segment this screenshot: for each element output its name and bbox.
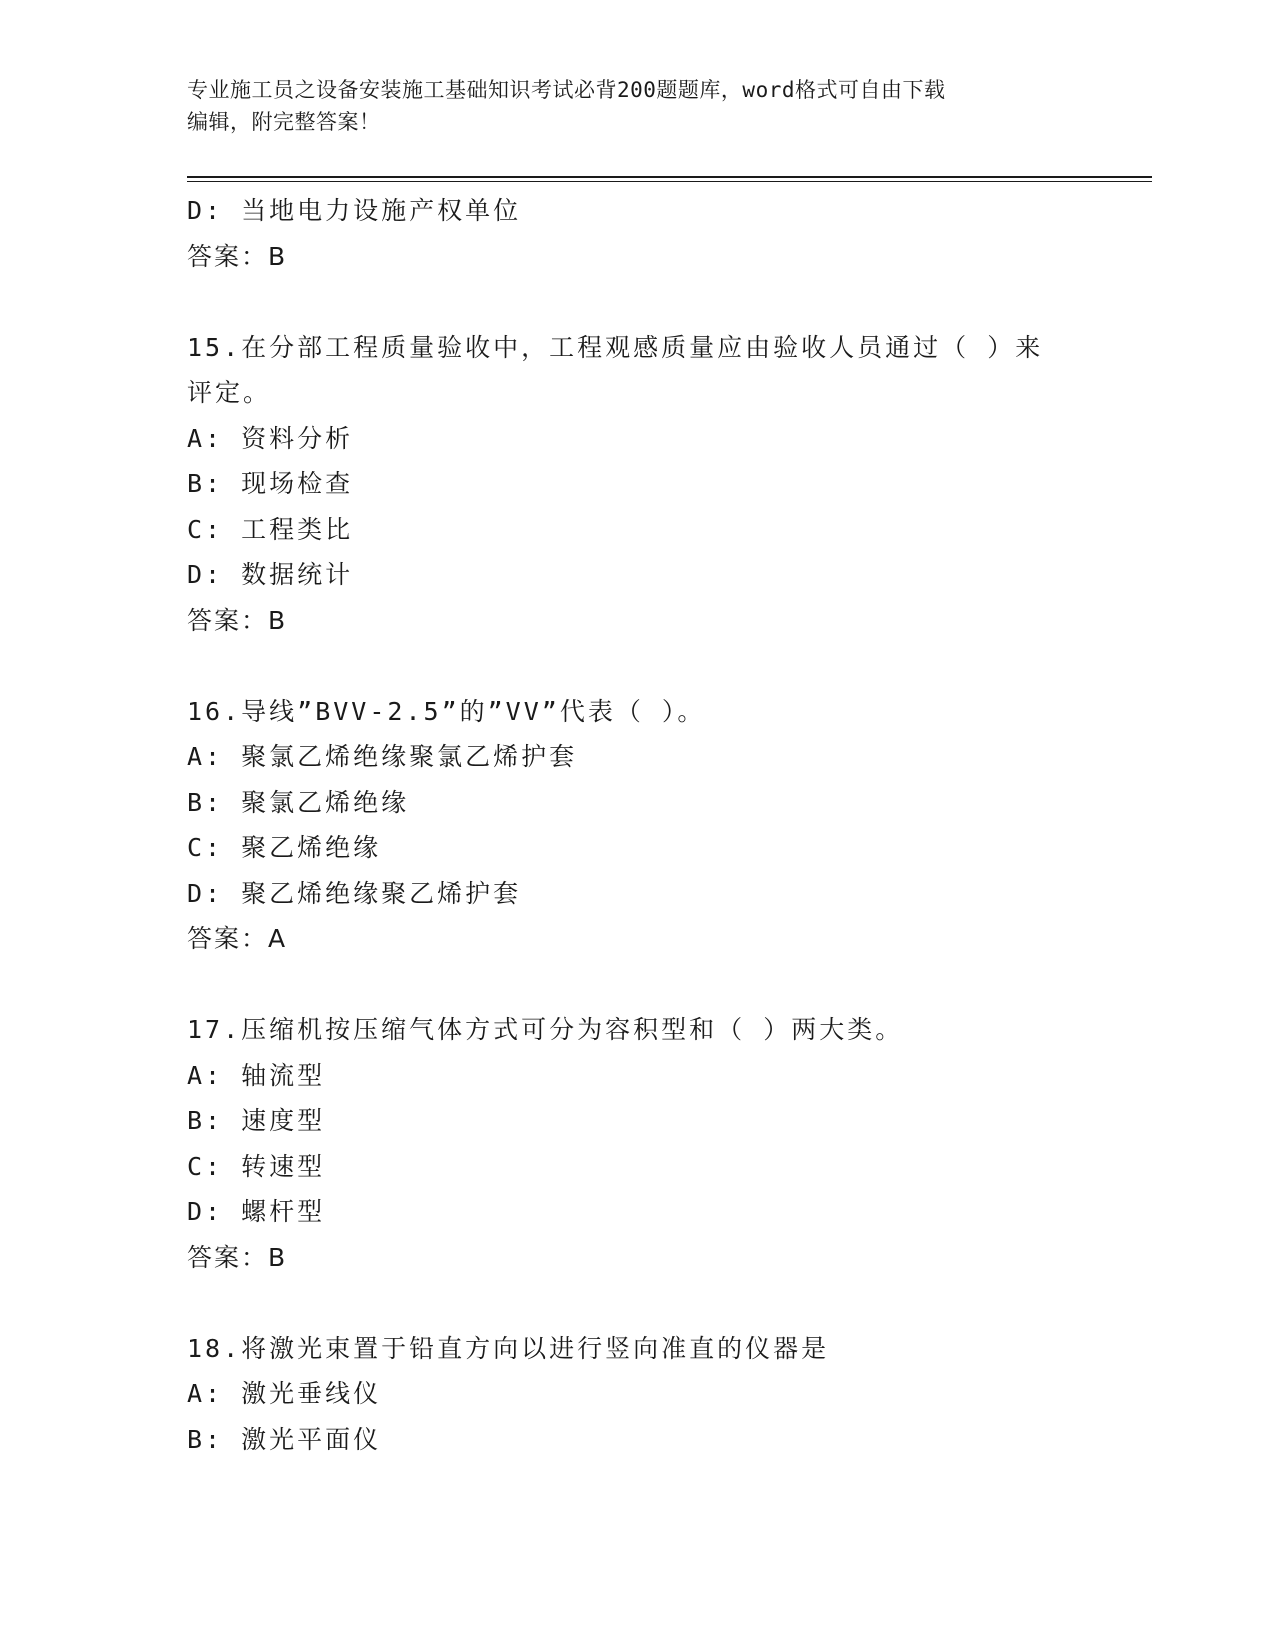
option-c: C: 转速型 <box>187 1151 326 1181</box>
option-b: B: 现场检查 <box>187 469 354 498</box>
question-16 <box>187 689 1067 962</box>
option-a: A: 轴流型 <box>187 1060 326 1090</box>
option-b: B: 聚氯乙烯绝缘 <box>187 787 410 817</box>
option-d: D: 聚乙烯绝缘聚乙烯护套 <box>187 878 522 908</box>
question-stem: 15.在分部工程质量验收中，工程观感质量应由验收人员通过（ ）来 <box>187 332 1044 362</box>
question-18 <box>187 1326 1067 1463</box>
spacer <box>187 962 1067 1008</box>
answer-line: 答案：B <box>187 605 288 635</box>
header-divider-thin <box>187 181 1152 182</box>
header-divider-thick <box>187 176 1152 178</box>
option-d: D: 当地电力设施产权单位 <box>187 196 522 225</box>
question-content <box>187 188 1067 1462</box>
answer-line: 答案：B <box>187 241 288 271</box>
question-stem: 17.压缩机按压缩气体方式可分为容积型和（ ）两大类。 <box>187 1015 904 1044</box>
question-14-continued <box>187 188 1067 279</box>
option-d: D: 数据统计 <box>187 560 354 589</box>
question-15 <box>187 325 1067 644</box>
option-c: C: 工程类比 <box>187 514 354 544</box>
question-stem: 16.导线”BVV-2.5”的”VV”代表（ ）。 <box>187 696 706 726</box>
header-title-line1: 专业施工员之设备安装施工基础知识考试必背200题题库，word格式可自由下载 <box>187 78 946 102</box>
question-stem: 18.将激光束置于铅直方向以进行竖向准直的仪器是 <box>187 1333 830 1363</box>
option-b: B: 速度型 <box>187 1106 326 1135</box>
question-17 <box>187 1007 1067 1280</box>
answer-line: 答案：A <box>187 924 288 953</box>
option-c: C: 聚乙烯绝缘 <box>187 833 382 862</box>
spacer <box>187 279 1067 325</box>
spacer <box>187 1280 1067 1326</box>
option-a: A: 激光垂线仪 <box>187 1379 382 1408</box>
option-a: A: 资料分析 <box>187 423 354 453</box>
page-header <box>187 74 1067 138</box>
spacer <box>187 643 1067 689</box>
option-d: D: 螺杆型 <box>187 1197 326 1226</box>
header-title-line2: 编辑，附完整答案！ <box>187 110 381 134</box>
answer-line: 答案：B <box>187 1242 288 1272</box>
option-a: A: 聚氯乙烯绝缘聚氯乙烯护套 <box>187 742 578 771</box>
option-b: B: 激光平面仪 <box>187 1424 382 1454</box>
question-stem-continued: 评定。 <box>187 378 272 407</box>
